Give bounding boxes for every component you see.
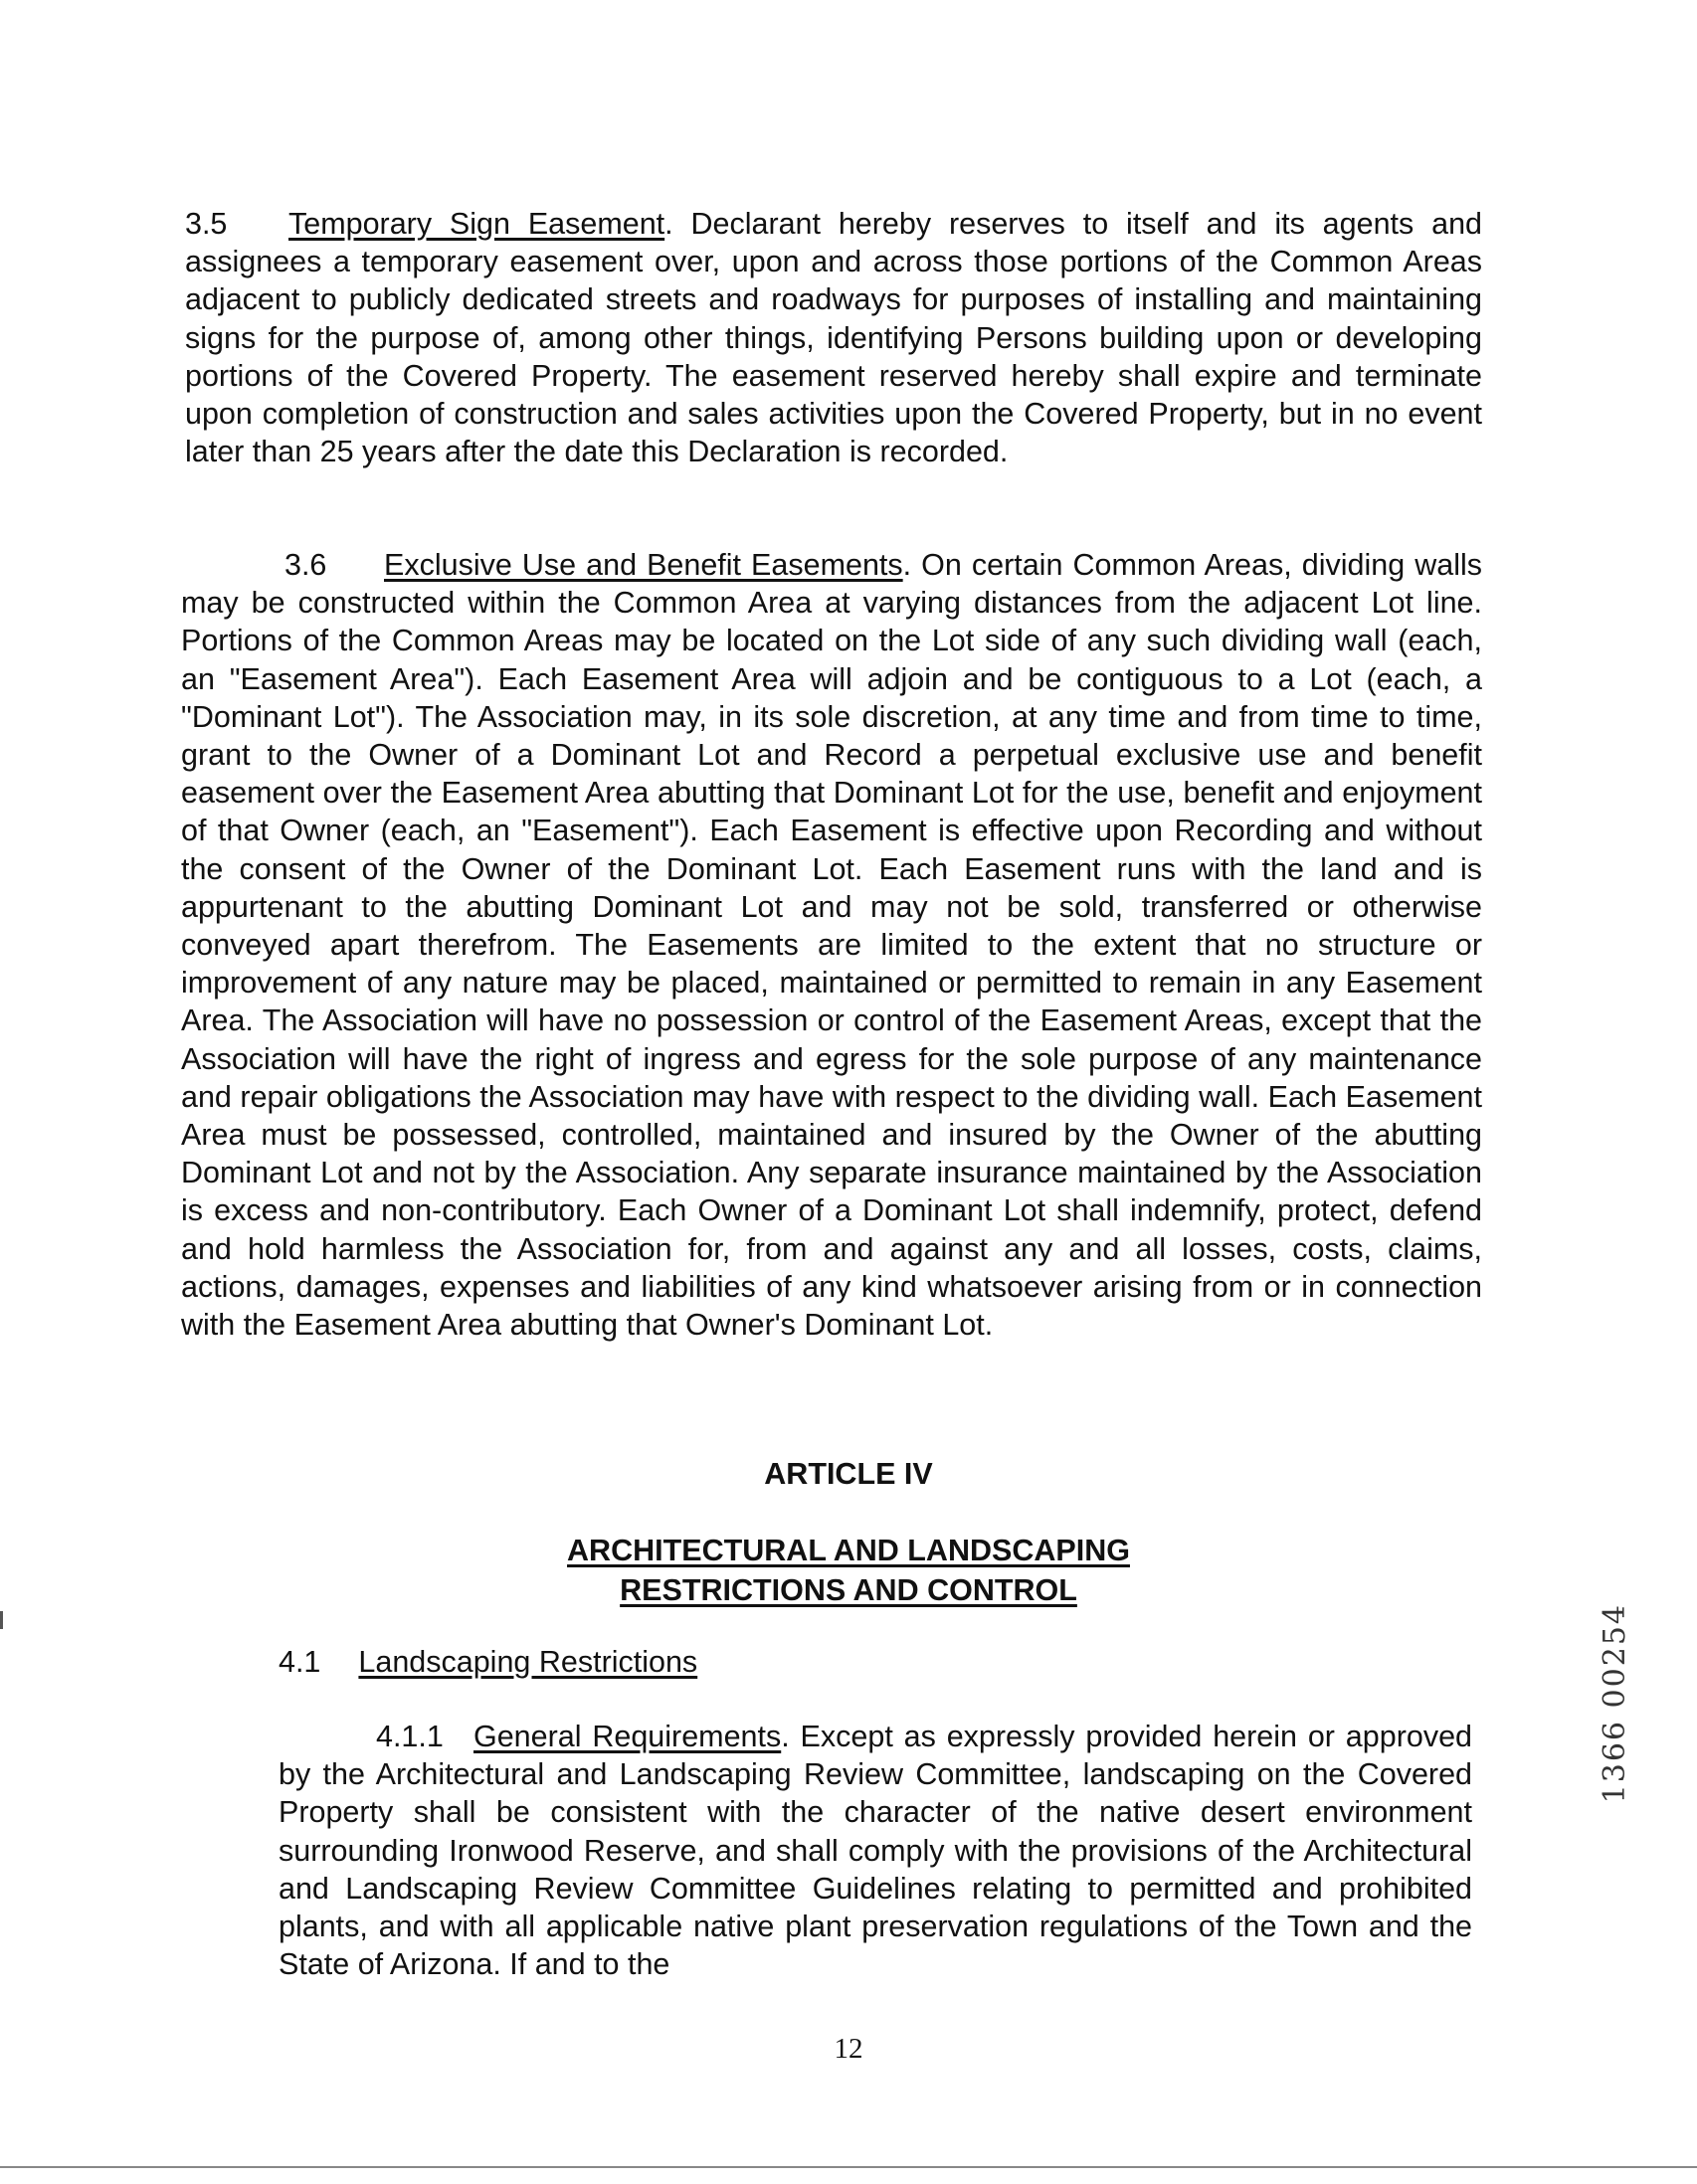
article-subtitle-line1-text: ARCHITECTURAL AND LANDSCAPING	[567, 1534, 1130, 1567]
section-3-6-body: . On certain Common Areas, dividing walls may be constructed within the Common Area at varying distances from the adjacent Lot line. Portions of the Common Areas may be located on the Lot side of any such dividing wall (each, an "Easement Area"). Each Easement Area will adjoin and be contiguous to a Lot (each, a "Dominant Lot"). The Association may, in its sole discretion, at any time and from time to time, grant to the Owner of a Dominant Lot and Record a perpetual exclusive use and benefit easement over the Easement Area abutting that Dominant Lot for the use, benefit and enjoyment of that Owner (each, an "Easement"). Each Easement is effective upon Recording and without the consent of the Owner of the Dominant Lot. Each Easement runs with the land and is appurtenant to the abutting Dominant Lot and may not be sold, transferred or otherwise conveyed apart therefrom. The Easements are limited to the extent that no structure or improvement of any nature may be placed, maintained or permitted to remain in any Easement Area. The Association will have no possession or control of the Easement Areas, except that the Association will have the right of ingress and egress for the sole purpose of any maintenance and repair obligations the Association may have with respect to the dividing wall. Each Easement Area must be possessed, controlled, maintained and insured by the Owner of the abutting Dominant Lot and not by the Association. Any separate insurance maintained by the Association is excess and non-contributory. Each Owner of a Dominant Lot shall indemnify, protect, defend and hold harmless the Association for, from and against any and all losses, costs, claims, actions, damages, expenses and liabilities of any kind whatsoever arising from or in connection with the Easement Area abutting that Owner's Dominant Lot.	[181, 548, 1482, 1343]
left-edge-mark	[0, 1611, 3, 1629]
section-3-6-number: 3.6	[284, 548, 327, 582]
section-3-5-paragraph	[185, 205, 1482, 470]
page-number: 12	[834, 2033, 863, 2065]
section-3-5-heading: Temporary Sign Easement	[288, 207, 665, 241]
article-title	[0, 1455, 1697, 1493]
section-4-1-heading: Landscaping Restrictions	[358, 1645, 698, 1679]
article-title-text: ARTICLE IV	[764, 1457, 933, 1491]
recording-stamp-text: 1366 00254	[1598, 1603, 1632, 1804]
bottom-edge-line	[0, 2166, 1697, 2168]
recording-stamp	[1596, 1603, 1635, 1872]
article-subtitle-line2	[0, 1571, 1697, 1609]
article-subtitle-line1	[0, 1532, 1697, 1569]
section-4-1-heading-line	[279, 1643, 697, 1681]
section-3-5-number: 3.5	[185, 207, 228, 241]
article-subtitle-line2-text: RESTRICTIONS AND CONTROL	[620, 1573, 1077, 1607]
section-4-1-1-heading: General Requirements	[473, 1720, 782, 1753]
section-4-1-1-number: 4.1.1	[376, 1720, 444, 1753]
section-3-6-heading: Exclusive Use and Benefit Easements	[384, 548, 903, 582]
section-3-6-paragraph	[181, 546, 1482, 1344]
section-4-1-1-paragraph	[279, 1718, 1472, 1983]
section-4-1-1-body: . Except as expressly provided herein or approved by the Architectural and Landscaping Review Committee, landscaping on the Covered Property shall be consistent with the character of the native desert environment surrounding Ironwood Reserve, and shall comply with the provisions of the Architectural and Landscaping Review Committee Guidelines relating to permitted and prohibited plants, and with all applicable native plant preservation regulations of the Town and the State of Arizona. If and to the	[279, 1720, 1472, 1982]
section-3-5-body: . Declarant hereby reserves to itself and its agents and assignees a temporary easement over, upon and across those portions of the Common Areas adjacent to publicly dedicated streets and roadways for purposes of installing and maintaining signs for the purpose of, among other things, identifying Persons building upon or developing portions of the Covered Property. The easement reserved hereby shall expire and terminate upon completion of construction and sales activities upon the Covered Property, but in no event later than 25 years after the date this Declaration is recorded.	[185, 207, 1482, 469]
section-4-1-number: 4.1	[279, 1645, 321, 1679]
